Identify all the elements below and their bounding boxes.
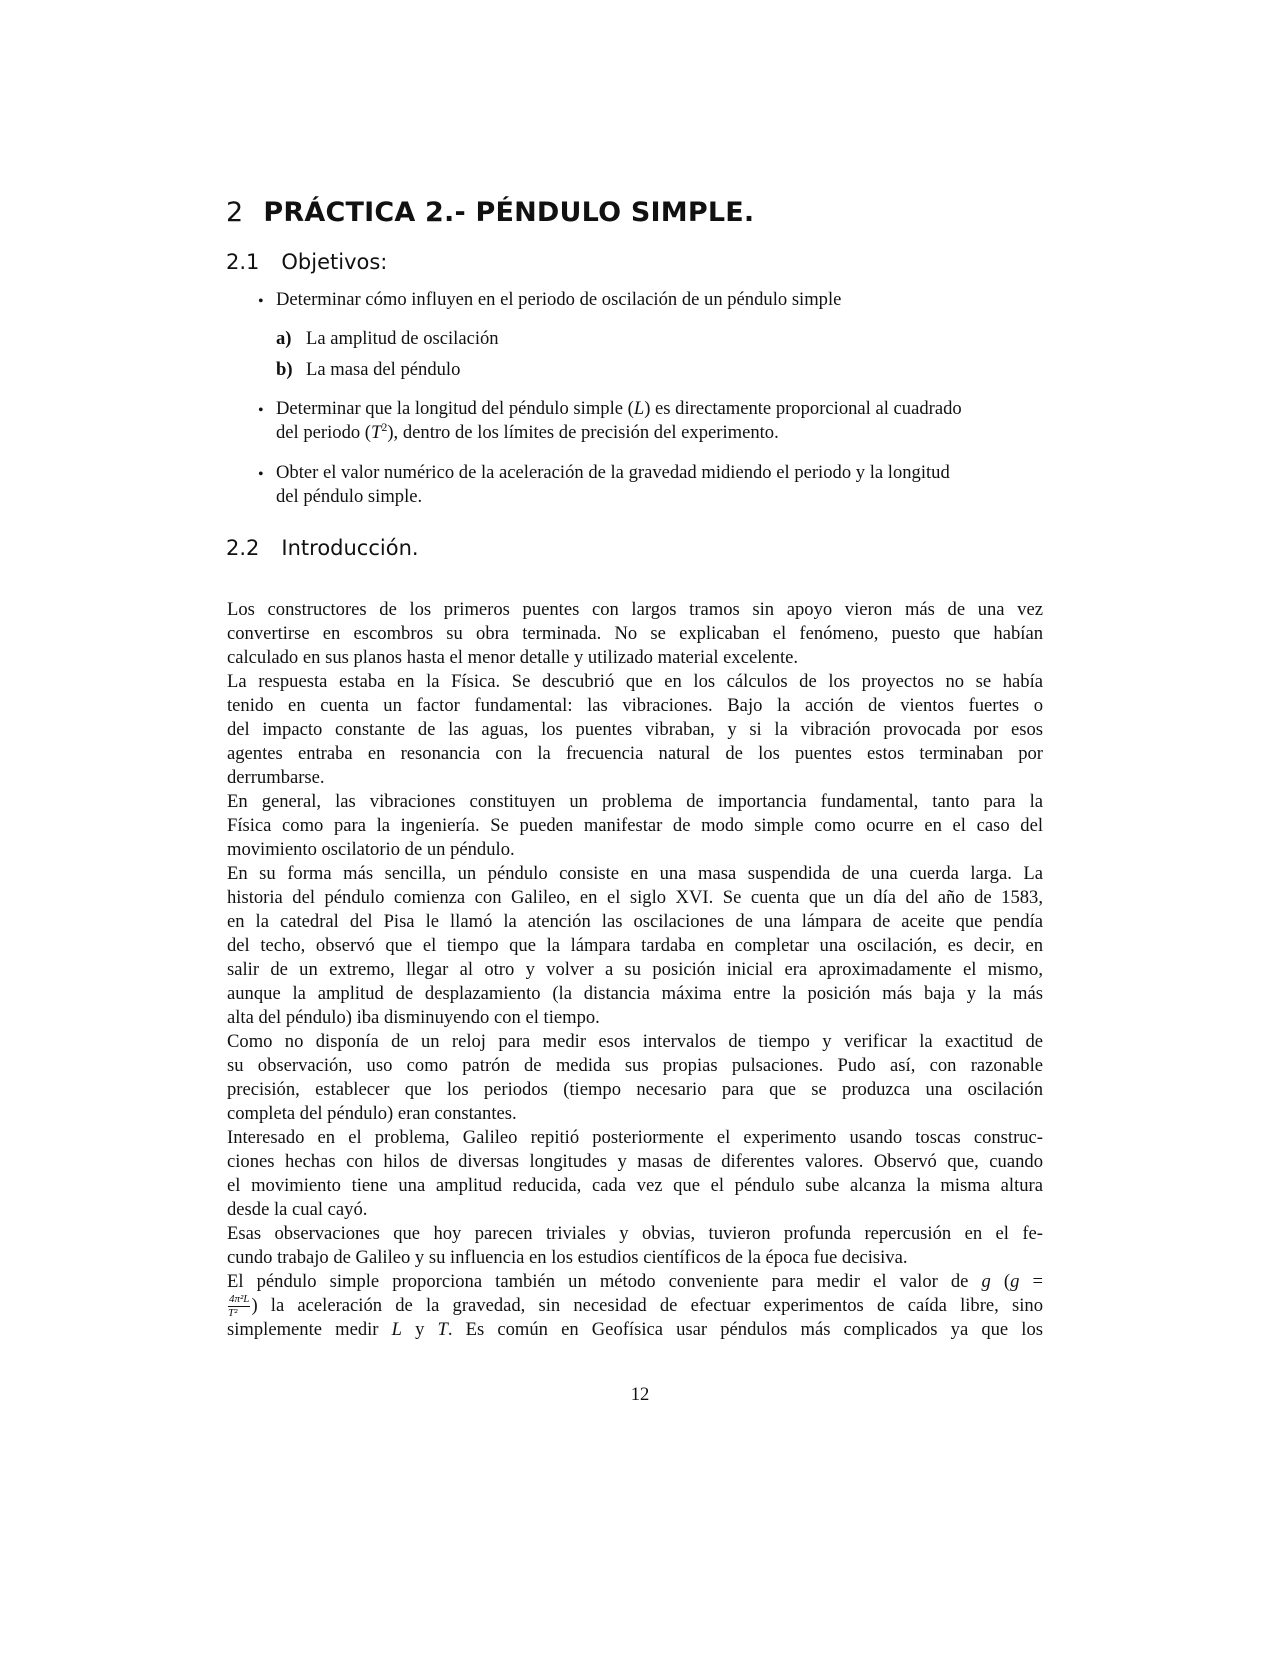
subsection-number: 2.1 (226, 250, 260, 274)
objective-item (276, 397, 962, 421)
body-line: aunque la amplitud de desplazamiento (la distancia máxima entre la posición más baja y la más (227, 983, 1043, 1004)
math-var: g (1010, 1271, 1020, 1292)
sublist-label: a) (276, 328, 292, 349)
fraction-denominator: T² (228, 1307, 238, 1320)
body-line: precisión, establecer que los periodos (tiempo necesario para que se produzca una oscilación (227, 1079, 1043, 1100)
subsection-number: 2.2 (226, 536, 260, 560)
objective-item: Obter el valor numérico de la aceleración de la gravedad midiendo el periodo y la longitud (276, 462, 950, 483)
objective-item-continued (276, 421, 779, 445)
body-line: salir de un extremo, llegar al otro y volver a su posición inicial era aproximadamente el mismo, (227, 959, 1043, 980)
math-var: L (391, 1319, 402, 1340)
body-line: Esas observaciones que hoy parecen triviales y obvias, tuvieron profunda repercusión en el fe- (227, 1223, 1043, 1244)
body-line: Como no disponía de un reloj para medir esos intervalos de tiempo y verificar la exactitud de (227, 1031, 1043, 1052)
body-line: su observación, uso como patrón de medida sus propias pulsaciones. Pudo así, con razonable (227, 1055, 1043, 1076)
body-line-math (227, 1270, 1043, 1294)
body-line: desde la cual cayó. (227, 1199, 368, 1220)
body-line: del techo, observó que el tiempo que la lámpara tardaba en completar una oscilación, es decir, en (227, 935, 1043, 956)
gravity-fraction (228, 1294, 250, 1319)
text-run: ) la aceleración de la gravedad, sin necesidad de efectuar experimentos de caída libre, sino (251, 1295, 1043, 1316)
body-line: cundo trabajo de Galileo y su influencia en los estudios científicos de la época fue decisiva. (227, 1247, 908, 1268)
body-line: el movimiento tiene una amplitud reducida, cada vez que el péndulo sube alcanza la misma altura (227, 1175, 1043, 1196)
section-number: 2 (226, 197, 244, 228)
body-line: calculado en sus planos hasta el menor detalle y utilizado material excelente. (227, 647, 799, 668)
math-operator: = (1032, 1271, 1044, 1292)
objective-item: Determinar cómo influyen en el periodo de oscilación de un péndulo simple (276, 289, 842, 310)
sublist-text: La masa del péndulo (306, 359, 461, 380)
section-heading (226, 196, 754, 230)
text-run: ) es directamente proporcional al cuadrado (644, 398, 962, 419)
superscript: 2 (381, 419, 388, 434)
math-var: g (981, 1271, 991, 1292)
body-line-math (227, 1318, 1043, 1342)
body-line: agentes entraba en resonancia con la frecuencia natural de los puentes estos terminaban por (227, 743, 1043, 764)
body-line: historia del péndulo comienza con Galileo, en el siglo XVI. Se cuenta que un día del año de 1583, (227, 887, 1043, 908)
math-var: T (371, 422, 382, 443)
bullet-icon: • (258, 466, 264, 483)
subsection-title: Introducción. (281, 536, 419, 560)
page-number: 12 (630, 1384, 650, 1405)
body-line: La respuesta estaba en la Física. Se descubrió que en los cálculos de los proyectos no se había (227, 671, 1043, 692)
text-run: Determinar que la longitud del péndulo simple ( (276, 398, 634, 419)
text-run: ), dentro de los límites de precisión del experimento. (387, 422, 779, 443)
text-run: del periodo ( (276, 422, 372, 443)
subsection-heading-introduccion (226, 534, 419, 562)
body-line: Los constructores de los primeros puentes con largos tramos sin apoyo vieron más de una vez (227, 599, 1043, 620)
body-line: ciones hechas con hilos de diversas longitudes y masas de diferentes valores. Observó que, cuando (227, 1151, 1043, 1172)
math-var: T (437, 1319, 448, 1340)
sublist-label: b) (276, 359, 293, 380)
text-run: ( (1003, 1271, 1011, 1292)
bullet-icon: • (258, 293, 264, 310)
body-line: convertirse en escombros su obra terminada. No se explicaban el fenómeno, puesto que habían (227, 623, 1043, 644)
body-line: Física como para la ingeniería. Se pueden manifestar de modo simple como ocurre en el caso del (227, 815, 1043, 836)
body-line: En general, las vibraciones constituyen un problema de importancia fundamental, tanto para la (227, 791, 1043, 812)
body-line: derrumbarse. (227, 767, 325, 788)
text-run: El péndulo simple proporciona también un método conveniente para medir el valor de (227, 1271, 969, 1292)
body-line-math (227, 1294, 1043, 1319)
body-line: en la catedral del Pisa le llamó la atención las oscilaciones de una lámpara de aceite que pendía (227, 911, 1043, 932)
bullet-icon: • (258, 402, 264, 419)
body-line: Interesado en el problema, Galileo repitió posteriormente el experimento usando toscas construc- (227, 1127, 1043, 1148)
body-line: completa del péndulo) eran constantes. (227, 1103, 517, 1124)
text-run: . Es común en Geofísica usar péndulos más complicados ya que los (447, 1319, 1043, 1340)
body-line: tenido en cuenta un factor fundamental: las vibraciones. Bajo la acción de vientos fuertes o (227, 695, 1043, 716)
body-line: En su forma más sencilla, un péndulo consiste en una masa suspendida de una cuerda larga. La (227, 863, 1043, 884)
subsection-heading-objetivos (226, 248, 387, 276)
section-title: PRÁCTICA 2.- PÉNDULO SIMPLE. (263, 197, 755, 228)
objective-item-continued: del péndulo simple. (276, 486, 423, 507)
fraction-numerator: 4π²L (229, 1293, 250, 1306)
body-line: movimiento oscilatorio de un péndulo. (227, 839, 515, 860)
body-line: alta del péndulo) iba disminuyendo con el tiempo. (227, 1007, 600, 1028)
sublist-text: La amplitud de oscilación (306, 328, 499, 349)
math-var: L (633, 398, 645, 419)
body-line: del impacto constante de las aguas, los puentes vibraban, y si la vibración provocada por esos (227, 719, 1043, 740)
text-run: simplemente medir (227, 1319, 379, 1340)
subsection-title: Objetivos: (281, 250, 388, 274)
text-run: y (415, 1319, 425, 1340)
